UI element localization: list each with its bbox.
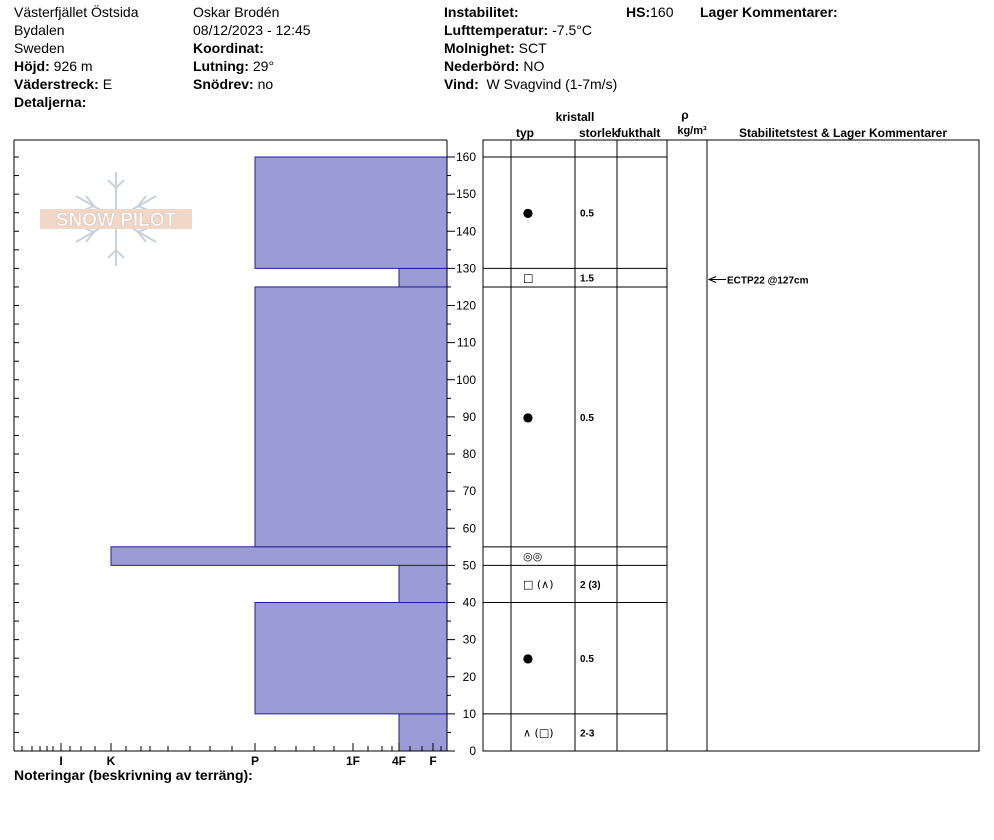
hardness-label-K: K — [106, 754, 116, 768]
moisture-header: fukthalt — [617, 126, 661, 140]
observation-datetime: 08/12/2023 - 12:45 — [193, 22, 311, 38]
hardness-label-F: F — [429, 754, 437, 768]
depth-label-120: 120 — [455, 298, 476, 313]
hardness-bars — [111, 157, 447, 751]
hardness-bar-2 — [399, 565, 447, 602]
depth-label-30: 30 — [462, 632, 476, 647]
rho-header: ρ — [681, 108, 689, 122]
observer-name: Oskar Brodén — [193, 4, 280, 20]
hardness-bar-6 — [255, 157, 447, 268]
layer-grain-size-5: 1.5 — [580, 273, 594, 285]
depth-label-110: 110 — [456, 335, 476, 350]
hs-value: 160 — [650, 4, 674, 20]
aspect-label: Väderstreck: — [14, 76, 99, 92]
depth-label-140: 140 — [455, 224, 476, 239]
depth-label-100: 100 — [455, 372, 476, 387]
hardness-bar-5 — [399, 268, 447, 287]
layer-grain-type-0: ∧ (□) — [523, 726, 554, 740]
hardness-bar-4 — [255, 287, 447, 547]
size-header: storlek — [579, 126, 619, 140]
depth-label-90: 90 — [462, 409, 476, 424]
hs-label: HS: — [626, 4, 651, 20]
hardness-label-P: P — [250, 754, 260, 768]
depth-axis-labels — [456, 150, 476, 758]
depth-label-60: 60 — [462, 521, 476, 536]
depth-axis-ticks — [447, 157, 455, 751]
terrain-notes-label: Noteringar (beskrivning av terräng): — [14, 767, 253, 783]
depth-label-150: 150 — [455, 187, 476, 202]
depth-label-80: 80 — [462, 447, 476, 461]
slope-label: Lutning: — [193, 58, 249, 74]
depth-label-50: 50 — [462, 558, 476, 573]
crystal-header: kristall — [555, 110, 595, 124]
depth-label-20: 20 — [462, 669, 476, 684]
snowpilot-logo — [40, 172, 192, 266]
layer-grain-size-1: 0.5 — [580, 654, 594, 666]
country-name: Sweden — [14, 40, 65, 56]
layer-table-frame — [483, 140, 979, 751]
layer-grain-type-6: ● — [522, 205, 534, 220]
left-edge-ticks — [14, 157, 19, 751]
coordinates-label: Koordinat: — [193, 40, 264, 56]
precip-label: Nederbörd: — [444, 58, 520, 74]
stability-header: Stabilitetstest & Lager Kommentarer — [738, 126, 948, 140]
stability-tests — [709, 276, 809, 287]
air-temp-value: -7.5°C — [552, 22, 592, 38]
type-header: typ — [516, 126, 534, 140]
elevation-value: 926 m — [53, 58, 93, 74]
depth-label-40: 40 — [462, 595, 476, 610]
location-name: Västerfjället Östsida — [14, 4, 139, 20]
hardness-label-4F: 4F — [391, 754, 407, 768]
hardness-bar-3 — [111, 547, 447, 566]
sky-label: Molnighet: — [444, 40, 515, 56]
layer-grain-type-3: ◎◎ — [523, 550, 543, 564]
layer-grain-size-0: 2-3 — [580, 728, 595, 740]
blowing-snow-label: Snödrev: — [193, 76, 254, 92]
layer-comments-title: Lager Kommentarer: — [700, 4, 838, 20]
depth-label-0: 0 — [469, 744, 476, 758]
layer-grain-type-4: ● — [522, 409, 534, 424]
hardness-axis-ticks — [22, 743, 441, 751]
details-label: Detaljerna: — [14, 94, 87, 110]
layer-grain-size-6: 0.5 — [580, 208, 594, 220]
test-label-0: ECTP22 @127cm — [727, 275, 809, 287]
sky-value: SCT — [518, 40, 547, 56]
terrain-notes — [14, 766, 253, 784]
depth-label-70: 70 — [462, 484, 476, 499]
hardness-bar-0 — [399, 714, 447, 751]
hardness-label-1F: 1F — [345, 754, 361, 768]
instability-label: Instabilitet: — [444, 4, 519, 20]
slope-value: 29° — [252, 58, 275, 74]
layer-grain-type-1: ● — [522, 651, 534, 666]
hardness-bar-1 — [255, 603, 447, 714]
depth-label-160: 160 — [455, 150, 476, 164]
region-name: Bydalen — [14, 22, 65, 38]
depth-label-130: 130 — [455, 261, 476, 276]
layer-grain-type-2: □ (∧) — [523, 577, 554, 591]
air-temp-label: Lufttemperatur: — [444, 22, 549, 38]
blowing-snow-value: no — [257, 76, 274, 92]
layer-grain-size-2: 2 (3) — [580, 579, 601, 591]
elevation-label: Höjd: — [14, 58, 50, 74]
density-unit-header: kg/m³ — [677, 125, 707, 137]
wind-value: W Svagvind (1-7m/s) — [486, 76, 618, 92]
precip-value: NO — [523, 58, 545, 74]
logo-text: SNOW PILOT — [55, 210, 177, 231]
layer-grain-type-5: □ — [523, 271, 534, 285]
wind-label: Vind: — [444, 76, 479, 92]
aspect-value: E — [102, 76, 113, 92]
layer-grain-size-4: 0.5 — [580, 412, 594, 424]
hardness-label-I: I — [59, 754, 63, 768]
depth-label-10: 10 — [462, 706, 476, 721]
